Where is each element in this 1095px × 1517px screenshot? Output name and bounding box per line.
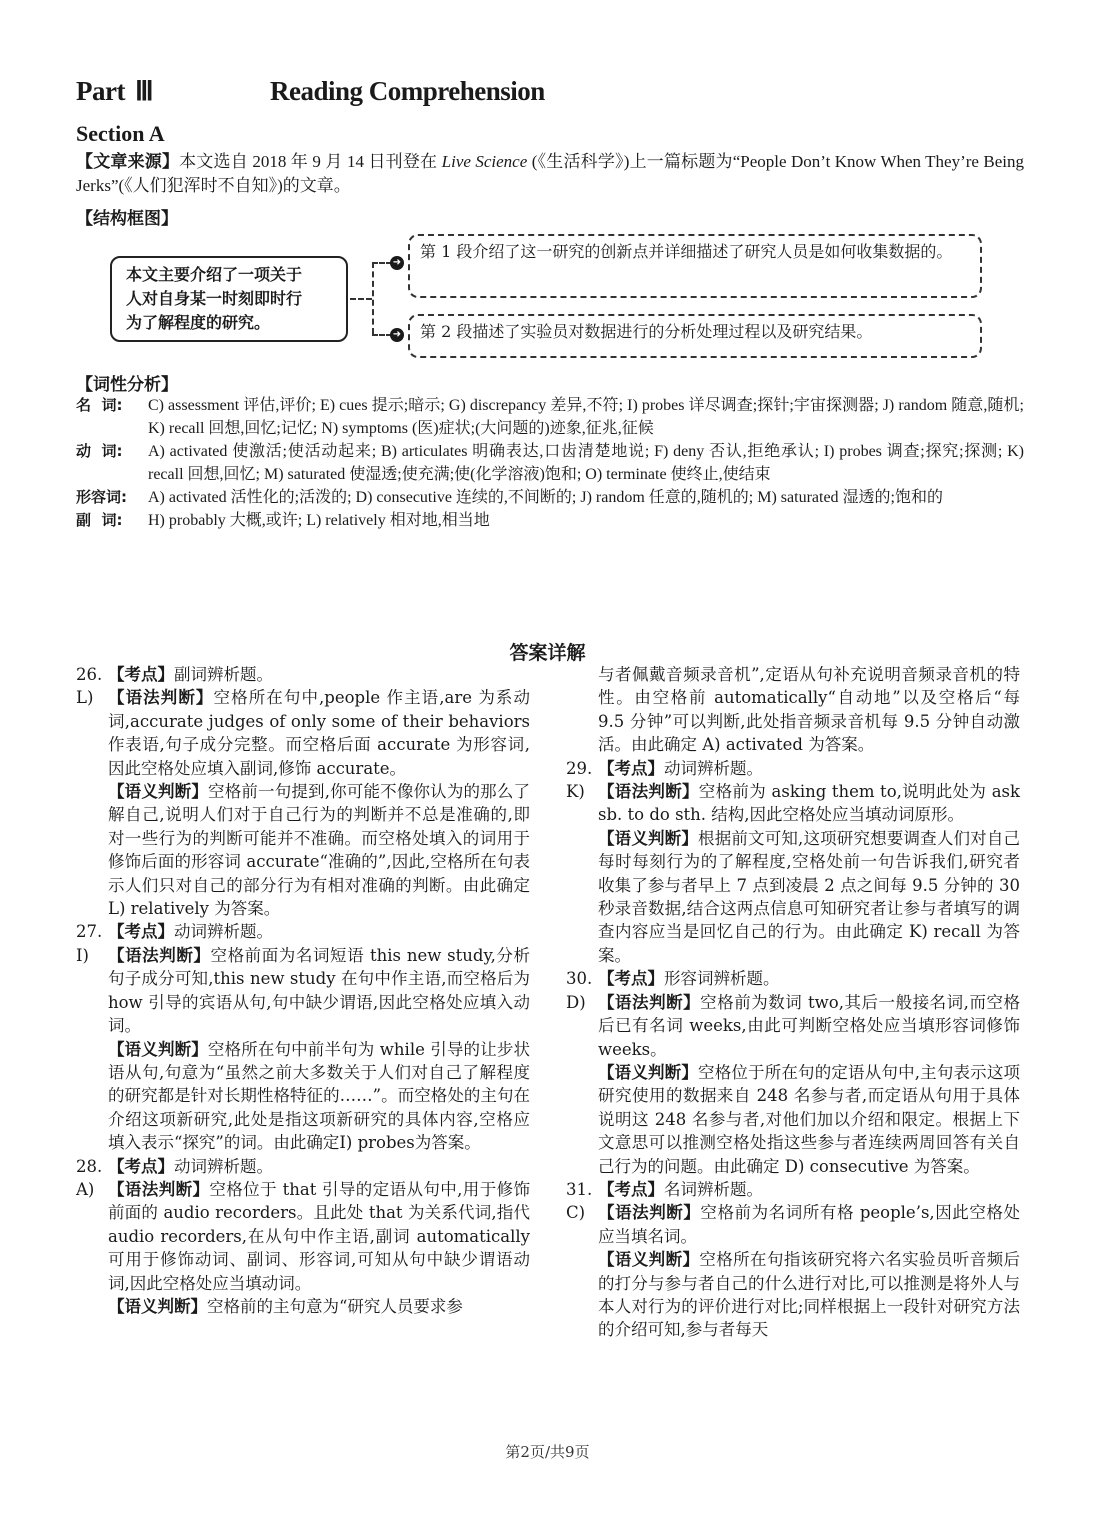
- question-26-meaning: [76, 780, 530, 920]
- article-source: [76, 150, 1024, 198]
- question-31-meaning: [566, 1248, 1020, 1342]
- meaning-text: 空格前的主句意为“研究人员要求参: [207, 1296, 463, 1316]
- pos-label: 名 词:: [76, 396, 123, 414]
- kaodian-tag: 【考点】: [598, 758, 664, 778]
- pos-row-adverb: [76, 509, 1024, 532]
- grammar-text: 空格前面为名词短语 this new study,分析句子成分可知,this new study 在句中作主语,而空格后为 how 引导的宾语从句,句中缺少谓语,因此空格处应填入动词。: [108, 945, 531, 1036]
- kaodian-text: 动词辨析题。: [174, 922, 273, 942]
- pos-row-verb: [76, 440, 1024, 486]
- grammar-tag: 【语法判断】: [598, 1203, 701, 1223]
- arrow-right-icon: ➜: [390, 256, 404, 270]
- page-indicator: 第2页/共9页: [505, 1443, 590, 1461]
- question-27-header: [76, 920, 530, 943]
- part-label: Part: [76, 76, 125, 106]
- answer-letter: C): [566, 1203, 586, 1223]
- pos-text: A) activated 使激活;使活动起来; B) articulates 明确表达,口齿清楚地说; F) deny 否认,拒绝承认; I) probes 调查;探究;探测; K) recall 回想,回忆; M) saturated 使湿透;使充满;使(化学溶液)饱和; O) terminate 使终止,使结束: [148, 443, 1024, 483]
- question-31-header: [566, 1178, 1020, 1201]
- meaning-tag: 【语义判断】: [598, 1250, 700, 1270]
- main-box-line: 为了解程度的研究。: [126, 313, 271, 332]
- magazine-name: Live Science: [441, 152, 528, 171]
- pos-text: A) activated 活性化的;活泼的; D) consecutive 连续的,不间断的; J) random 任意的,随机的; M) saturated 湿透的;饱和的: [148, 489, 943, 506]
- grammar-tag: 【语法判断】: [598, 992, 701, 1012]
- answer-letter: K): [566, 782, 585, 802]
- pos-text: C) assessment 评估,评价; E) cues 提示;暗示; G) discrepancy 差异,不符; I) probes 详尽调查;探针;宇宙探测器; J) random 随意,随机; K) recall 回想,回忆;记忆; N) symptoms (医)症状;(大问题的)迹象,征兆,征候: [148, 397, 1024, 437]
- meaning-text: 根据前文可知,这项研究想要调查人们对自己每时每刻行为的了解程度,空格处前一句告诉我们,研究者收集了参与者早上 7 点到凌晨 2 点之间每 9.5 分钟的 30 秒录音数据,结合这两点信息可知研究者让参与者填写的调查内容应当是回忆自己的行为。由此确定 K) recall 为答案。: [598, 828, 1021, 965]
- question-28-meaning: [76, 1295, 530, 1318]
- question-number: 27.: [76, 922, 103, 942]
- grammar-tag: 【语法判断】: [598, 782, 699, 802]
- question-28-grammar: [76, 1178, 530, 1295]
- grammar-text: 空格位于 that 引导的定语从句中,用于修饰前面的 audio recorders。且此处 that 为关系代词,指代 audio recorders,在从句中作主语,副词 automatically 可用于修饰动词、副词、形容词,可知从句中缺少谓语动词,因此空格处应当填动词。: [108, 1179, 530, 1293]
- grammar-tag: 【语法判断】: [108, 1179, 210, 1199]
- main-box-line: 本文主要介绍了一项关于: [126, 265, 303, 284]
- meaning-text: 空格位于所在句的定语从句中,主句表示这项研究使用的数据来自 248 名参与者,而定语从句用于具体说明这 248 名参与者,对他们加以介绍和限定。根据上下文意思可以推测空格处指这些参与者连续两周回答有关自己行为的问题。由此确定 D) consecutive 为答案。: [598, 1062, 1021, 1176]
- question-28-header: [76, 1155, 530, 1178]
- answer-letter: D): [566, 992, 586, 1012]
- question-29-grammar: [566, 780, 1020, 827]
- question-number: 28.: [76, 1156, 103, 1176]
- part-heading: Reading Comprehension: [270, 76, 545, 106]
- answers-right-column: [566, 663, 1020, 1342]
- kaodian-text: 动词辨析题。: [174, 1156, 273, 1176]
- question-number: 31.: [566, 1179, 593, 1199]
- pos-label: 形容词:: [76, 488, 127, 506]
- meaning-tag: 【语义判断】: [108, 782, 209, 802]
- kaodian-text: 形容词辨析题。: [664, 969, 780, 989]
- question-28-meaning-continued: 与者佩戴音频录音机”,定语从句补充说明音频录音机的特性。由空格前 automatically“自动地”以及空格后“每 9.5 分钟”可以判断,此处指音频录音机每 9.5 分钟自动激活。由此确定 A) activated 为答案。: [598, 665, 1020, 755]
- arrow-right-icon: ➜: [390, 328, 404, 342]
- connector-line: [350, 298, 372, 300]
- structure-diagram: [108, 234, 988, 364]
- meaning-text: 空格前一句提到,你可能不像你认为的那么了解自己,说明人们对于自己行为的判断并不总是准确的,即对一些行为的判断可能并不准确。而空格处填入的词用于修饰后面的形容词 accurate“准确的”,因此,空格所在句表示人们只对自己的部分行为有相对准确的判断。由此确定 L) relatively 为答案。: [108, 782, 531, 919]
- grammar-text: 空格前为名词所有格 people’s,因此空格处应当填名词。: [598, 1203, 1020, 1246]
- meaning-text: 空格所在句指该研究将六名实验员听音频后的打分与参与者自己的什么进行对比,可以推测是将外人与本人对行为的评价进行对比;同样根据上一段针对研究方法的介绍可知,参与者每天: [598, 1250, 1021, 1340]
- source-text-after: (《生活科学》)上一篇标题为“People Don’t Know When They’re Being Jerks”(《人们犯浑时不自知》)的文章。: [76, 152, 1025, 195]
- connector-line: [372, 334, 392, 336]
- question-number: 30.: [566, 969, 593, 989]
- connector-line: [372, 262, 374, 334]
- question-30-meaning: [566, 1061, 1020, 1178]
- question-29-meaning: [566, 827, 1020, 967]
- meaning-tag: 【语义判断】: [598, 1062, 699, 1082]
- grammar-tag: 【语法判断】: [108, 688, 214, 708]
- grammar-text: 空格前为数词 two,其后一般接名词,而空格后已有名词 weeks,由此可判断空格处应当填形容词修饰 weeks。: [598, 992, 1020, 1059]
- kaodian-text: 副词辨析题。: [174, 665, 273, 684]
- pos-row-noun: [76, 394, 1024, 440]
- part-roman-numeral: Ⅲ: [134, 76, 154, 106]
- kaodian-tag: 【考点】: [108, 665, 174, 684]
- question-30-grammar: [566, 991, 1020, 1061]
- question-27-grammar: [76, 944, 530, 1038]
- question-26-grammar: [76, 686, 530, 780]
- pos-text: H) probably 大概,或许; L) relatively 相对地,相当地: [148, 512, 490, 529]
- grammar-tag: 【语法判断】: [108, 945, 211, 965]
- answer-letter: A): [76, 1179, 95, 1199]
- kaodian-text: 动词辨析题。: [664, 758, 763, 778]
- pos-label: 副 词:: [76, 511, 123, 529]
- connector-line: [372, 262, 392, 264]
- structure-label: 【结构框图】: [76, 209, 178, 229]
- structure-branch-1: 第 1 段介绍了这一研究的创新点并详细描述了研究人员是如何收集数据的。: [408, 234, 982, 298]
- question-29-header: [566, 757, 1020, 780]
- kaodian-tag: 【考点】: [108, 922, 174, 942]
- source-tag: 【文章来源】: [76, 152, 180, 171]
- meaning-text: 空格所在句中前半句为 while 引导的让步状语从句,句意为“虽然之前大多数关于人们对自己了解程度的研究都是针对长期性格特征的……”。而空格处的主句在介绍这项新研究,此处是指这项新研究的具体内容,空格应填入表示“探究”的词。由此确定I) probes为答案。: [108, 1039, 531, 1153]
- structure-main-box: [110, 256, 348, 342]
- question-number: 29.: [566, 758, 593, 778]
- kaodian-text: 名词辨析题。: [664, 1179, 763, 1199]
- answer-letter: L): [76, 688, 94, 708]
- section-title: Section A: [76, 121, 165, 146]
- question-31-grammar: [566, 1201, 1020, 1248]
- grammar-text: 空格前为 asking them to,说明此处为 ask sb. to do sth. 结构,因此空格处应当填动词原形。: [598, 782, 1021, 825]
- part-title: [76, 76, 545, 107]
- question-number: 26.: [76, 665, 103, 684]
- pos-row-adjective: [76, 486, 1024, 509]
- question-30-header: [566, 967, 1020, 990]
- answers-left-column: [76, 663, 530, 1318]
- answers-title: 答案详解: [509, 642, 586, 664]
- main-box-line: 人对自身某一时刻即时行: [126, 289, 303, 308]
- pos-analysis-label: 【词性分析】: [76, 375, 178, 395]
- meaning-tag: 【语义判断】: [598, 828, 699, 848]
- pos-analysis: [76, 394, 1024, 532]
- meaning-tag: 【语义判断】: [108, 1039, 208, 1059]
- kaodian-tag: 【考点】: [108, 1156, 174, 1176]
- kaodian-tag: 【考点】: [598, 1179, 664, 1199]
- question-26-header: [76, 663, 530, 686]
- source-text-before: 本文选自 2018 年 9 月 14 日刊登在: [179, 152, 442, 171]
- kaodian-tag: 【考点】: [598, 969, 664, 989]
- question-27-meaning: [76, 1038, 530, 1155]
- structure-branch-2: 第 2 段描述了实验员对数据进行的分析处理过程以及研究结果。: [408, 314, 982, 358]
- answer-letter: I): [76, 945, 89, 965]
- pos-label: 动 词:: [76, 442, 123, 460]
- meaning-tag: 【语义判断】: [108, 1296, 207, 1316]
- grammar-text: 空格所在句中,people 作主语,are 为系动词,accurate judges of only some of their behaviors 作表语,句子成分完整。而空格后面 accurate 为形容词,因此空格处应填入副词,修饰 accurate。: [108, 688, 530, 778]
